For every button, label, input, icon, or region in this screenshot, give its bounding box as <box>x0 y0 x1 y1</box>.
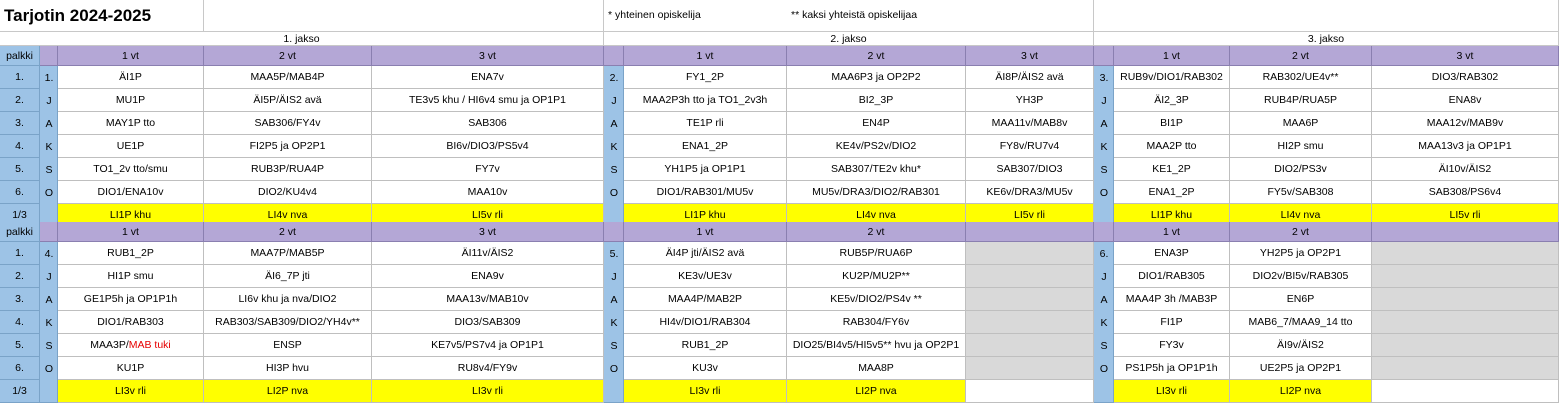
sport-cell[interactable]: LI5v rli <box>1372 204 1559 227</box>
period-letter: J <box>611 270 617 283</box>
course-cell[interactable]: ENA3P <box>1114 242 1230 265</box>
period-letter: S <box>610 163 618 176</box>
period-letter: K <box>1100 316 1108 329</box>
course-cell[interactable]: KE3v/UE3v <box>624 265 787 288</box>
course-cell[interactable]: MU1P <box>58 89 204 112</box>
course-cell <box>966 242 1094 265</box>
course-cell[interactable]: FY7v <box>372 158 604 181</box>
course-cell[interactable]: RUB4P/RUA5P <box>1230 89 1372 112</box>
jakso-header-2: 2. jakso <box>604 32 1094 46</box>
course-cell[interactable]: YH2P5 ja OP2P1 <box>1230 242 1372 265</box>
course-cell[interactable]: DIO2/PS3v <box>1230 158 1372 181</box>
sport-cell[interactable]: LI4v nva <box>787 204 966 227</box>
vt-header-2: 2 vt <box>787 222 966 242</box>
sport-cell[interactable]: LI1P khu <box>58 204 204 227</box>
course-cell[interactable]: EN6P <box>1230 288 1372 311</box>
period-letter: S <box>1100 339 1108 352</box>
period-letter: S <box>610 339 618 352</box>
course-cell[interactable]: DIO2v/BI5v/RAB305 <box>1230 265 1372 288</box>
palkki-row-number: 3. <box>0 112 40 135</box>
period-letter: K <box>610 140 618 153</box>
course-cell[interactable]: UE1P <box>58 135 204 158</box>
period-letter: J <box>611 94 617 107</box>
course-cell[interactable]: DIO1/RAB303 <box>58 311 204 334</box>
period-letter: S <box>45 163 53 176</box>
sport-cell[interactable]: LI2P nva <box>204 380 372 403</box>
course-cell <box>1372 311 1559 334</box>
period-letter: K <box>45 140 53 153</box>
course-cell[interactable]: YH1P5 ja OP1P1 <box>624 158 787 181</box>
period-number: 6. <box>1099 247 1109 260</box>
course-cell <box>966 288 1094 311</box>
period-header-gap <box>40 222 58 242</box>
sport-cell[interactable]: LI2P nva <box>1230 380 1372 403</box>
course-cell[interactable]: BI6v/DIO3/PS5v4 <box>372 135 604 158</box>
period-header-gap <box>1094 46 1114 66</box>
course-cell[interactable]: GE1P5h ja OP1P1h <box>58 288 204 311</box>
course-cell[interactable]: ÄI4P jti/ÄIS2 avä <box>624 242 787 265</box>
sport-cell[interactable]: LI3v rli <box>372 380 604 403</box>
course-cell <box>1372 357 1559 380</box>
course-cell[interactable]: KU3v <box>624 357 787 380</box>
period-letter: K <box>610 316 618 329</box>
course-cell <box>966 265 1094 288</box>
course-cell[interactable]: HI1P smu <box>58 265 204 288</box>
course-cell[interactable]: MAA13v3 ja OP1P1 <box>1372 135 1559 158</box>
jakso-header-1: 1. jakso <box>0 32 604 46</box>
course-cell[interactable]: KE1_2P <box>1114 158 1230 181</box>
course-cell[interactable]: YH3P <box>966 89 1094 112</box>
course-cell[interactable]: HI4v/DIO1/RAB304 <box>624 311 787 334</box>
course-cell <box>1372 288 1559 311</box>
course-cell[interactable]: KE7v5/PS7v4 ja OP1P1 <box>372 334 604 357</box>
note-two-star: ** kaksi yhteistä opiskelijaa <box>791 9 918 21</box>
vt-header-2: 2 vt <box>787 46 966 66</box>
vt-header-3: 3 vt <box>372 46 604 66</box>
palkki-row-number: 4. <box>0 311 40 334</box>
palkki-row-number: 6. <box>0 181 40 204</box>
course-cell[interactable]: ENA9v <box>372 265 604 288</box>
course-cell[interactable]: PS1P5h ja OP1P1h <box>1114 357 1230 380</box>
course-cell[interactable]: FI1P <box>1114 311 1230 334</box>
course-cell[interactable]: ENA1_2P <box>624 135 787 158</box>
period-letter: O <box>609 362 619 375</box>
palkki-row-number: 4. <box>0 135 40 158</box>
course-cell[interactable]: KE4v/PS2v/DIO2 <box>787 135 966 158</box>
vt-header-1: 1 vt <box>624 222 787 242</box>
course-cell[interactable]: TO1_2v tto/smu <box>58 158 204 181</box>
period-letter: A <box>610 117 618 130</box>
period-letter: A <box>1100 117 1108 130</box>
vt-header-1: 1 vt <box>58 46 204 66</box>
course-cell[interactable]: SAB307/TE2v khu* <box>787 158 966 181</box>
course-cell[interactable]: DIO3/SAB309 <box>372 311 604 334</box>
period-number: 5. <box>609 247 619 260</box>
course-cell[interactable]: FI2P5 ja OP2P1 <box>204 135 372 158</box>
course-cell[interactable]: MAA4P 3h /MAB3P <box>1114 288 1230 311</box>
sport-cell <box>966 380 1094 403</box>
vt-header-3: 3 vt <box>966 46 1094 66</box>
vt-header-1: 1 vt <box>1114 222 1230 242</box>
palkki-row-number: 5. <box>0 334 40 357</box>
course-cell[interactable]: TE3v5 khu / HI6v4 smu ja OP1P1 <box>372 89 604 112</box>
sport-cell[interactable]: LI4v nva <box>204 204 372 227</box>
course-cell[interactable]: RUB5P/RUA6P <box>787 242 966 265</box>
course-cell[interactable]: MAA10v <box>372 181 604 204</box>
course-cell[interactable]: ÄI1P <box>58 66 204 89</box>
vt-header-2: 2 vt <box>1230 222 1372 242</box>
course-cell[interactable]: DIO3/RAB302 <box>1372 66 1559 89</box>
course-cell[interactable] <box>58 334 204 357</box>
notes-spacer <box>1094 0 1559 32</box>
course-cell[interactable]: RAB302/UE4v** <box>1230 66 1372 89</box>
period-letter: O <box>1099 362 1109 375</box>
period-letter: K <box>1100 140 1108 153</box>
course-cell[interactable]: MAY1P tto <box>58 112 204 135</box>
palkki-row-number: 3. <box>0 288 40 311</box>
sport-cell <box>1372 380 1559 403</box>
period-header-gap <box>40 46 58 66</box>
period-letter: A <box>45 117 53 130</box>
period-letter: O <box>1099 186 1109 199</box>
course-cell[interactable]: MAA2P tto <box>1114 135 1230 158</box>
course-cell[interactable]: ÄI2_3P <box>1114 89 1230 112</box>
course-cell[interactable]: RAB304/FY6v <box>787 311 966 334</box>
period-header-gap <box>1094 222 1114 242</box>
course-text: MAA3P/ <box>90 339 129 351</box>
course-cell[interactable]: FY1_2P <box>624 66 787 89</box>
course-cell[interactable]: TE1P rli <box>624 112 787 135</box>
course-cell[interactable]: KE6v/DRA3/MU5v <box>966 181 1094 204</box>
course-cell[interactable]: RUB1_2P <box>624 334 787 357</box>
course-cell[interactable]: SAB307/DIO3 <box>966 158 1094 181</box>
course-cell[interactable]: ENSP <box>204 334 372 357</box>
period-header-gap <box>604 222 624 242</box>
course-cell[interactable]: MAA8P <box>787 357 966 380</box>
period-letter: J <box>46 94 52 107</box>
course-cell[interactable]: RUB1_2P <box>58 242 204 265</box>
course-cell[interactable]: FY8v/RU7v4 <box>966 135 1094 158</box>
course-cell[interactable]: RUB9v/DIO1/RAB302 <box>1114 66 1230 89</box>
period-header-gap <box>604 46 624 66</box>
course-cell[interactable]: DIO1/RAB305 <box>1114 265 1230 288</box>
course-cell <box>966 357 1094 380</box>
course-cell[interactable]: MAA11v/MAB8v <box>966 112 1094 135</box>
course-cell[interactable]: KU1P <box>58 357 204 380</box>
sport-cell[interactable]: LI3v rli <box>58 380 204 403</box>
course-cell[interactable]: KE5v/DIO2/PS4v ** <box>787 288 966 311</box>
course-cell[interactable]: MAA6P <box>1230 112 1372 135</box>
vt-header-2: 2 vt <box>204 46 372 66</box>
course-cell[interactable]: KU2P/MU2P** <box>787 265 966 288</box>
course-cell[interactable]: HI2P smu <box>1230 135 1372 158</box>
course-cell[interactable]: MAA5P/MAB4P <box>204 66 372 89</box>
sport-cell[interactable]: LI3v rli <box>624 380 787 403</box>
course-cell[interactable]: MAA12v/MAB9v <box>1372 112 1559 135</box>
period-letter: J <box>1101 94 1107 107</box>
period-letter: J <box>1101 270 1107 283</box>
course-cell[interactable]: MAB6_7/MAA9_14 tto <box>1230 311 1372 334</box>
palkki-row-number: 5. <box>0 158 40 181</box>
course-cell <box>1372 334 1559 357</box>
course-cell[interactable]: DIO25/BI4v5/HI5v5** hvu ja OP2P1 <box>787 334 966 357</box>
course-cell[interactable]: MU5v/DRA3/DIO2/RAB301 <box>787 181 966 204</box>
course-cell[interactable]: DIO1/RAB301/MU5v <box>624 181 787 204</box>
sport-cell[interactable]: LI3v rli <box>1114 380 1230 403</box>
period-letter: J <box>46 270 52 283</box>
course-cell <box>966 311 1094 334</box>
vt-header-2: 2 vt <box>1230 46 1372 66</box>
palkki-row-number: 1. <box>0 66 40 89</box>
course-cell[interactable]: EN4P <box>787 112 966 135</box>
palkki-row-number: 1/3 <box>0 204 40 227</box>
course-cell[interactable]: SAB306 <box>372 112 604 135</box>
course-cell <box>1372 265 1559 288</box>
course-cell[interactable]: LI6v khu ja nva/DIO2 <box>204 288 372 311</box>
palkki-row-number: 2. <box>0 265 40 288</box>
course-cell[interactable]: ÄI9v/ÄIS2 <box>1230 334 1372 357</box>
palkki-row-number: 6. <box>0 357 40 380</box>
period-letter: A <box>45 293 53 306</box>
vt-header-1: 1 vt <box>1114 46 1230 66</box>
course-cell[interactable]: ÄI11v/ÄIS2 <box>372 242 604 265</box>
course-cell[interactable]: MAA7P/MAB5P <box>204 242 372 265</box>
course-cell[interactable]: ENA8v <box>1372 89 1559 112</box>
course-cell[interactable]: DIO2/KU4v4 <box>204 181 372 204</box>
period-letter: O <box>44 362 54 375</box>
vt-header-3 <box>1372 222 1559 242</box>
course-cell[interactable]: ÄI6_7P jti <box>204 265 372 288</box>
period-letter: A <box>1100 293 1108 306</box>
period-number: 1. <box>44 71 54 84</box>
jakso-header-3: 3. jakso <box>1094 32 1559 46</box>
period-letter: S <box>45 339 53 352</box>
sport-cell[interactable]: LI5v rli <box>966 204 1094 227</box>
sport-cell[interactable]: LI4v nva <box>1230 204 1372 227</box>
palkki-row-number: 1. <box>0 242 40 265</box>
course-cell[interactable]: UE2P5 ja OP2P1 <box>1230 357 1372 380</box>
vt-header-3 <box>966 222 1094 242</box>
course-cell <box>966 334 1094 357</box>
title-spacer <box>204 0 604 32</box>
vt-header-2: 2 vt <box>204 222 372 242</box>
course-cell[interactable]: ÄI5P/ÄIS2 avä <box>204 89 372 112</box>
period-letter: S <box>1100 163 1108 176</box>
note-one-star: * yhteinen opiskelija <box>608 9 701 21</box>
course-cell[interactable]: RAB303/SAB309/DIO2/YH4v** <box>204 311 372 334</box>
course-cell[interactable]: MAA6P3 ja OP2P2 <box>787 66 966 89</box>
vt-header-3: 3 vt <box>1372 46 1559 66</box>
period-number: 3. <box>1099 71 1109 84</box>
course-cell[interactable]: RU8v4/FY9v <box>372 357 604 380</box>
course-cell[interactable]: ENA7v <box>372 66 604 89</box>
course-cell[interactable]: HI3P hvu <box>204 357 372 380</box>
sport-cell[interactable]: LI1P khu <box>624 204 787 227</box>
sport-cell[interactable]: LI1P khu <box>1114 204 1230 227</box>
period-number: 4. <box>44 247 54 260</box>
course-cell[interactable]: BI1P <box>1114 112 1230 135</box>
course-cell[interactable]: ÄI8P/ÄIS2 avä <box>966 66 1094 89</box>
vt-header-1: 1 vt <box>58 222 204 242</box>
sport-cell[interactable]: LI2P nva <box>787 380 966 403</box>
course-cell[interactable]: BI2_3P <box>787 89 966 112</box>
course-cell[interactable]: SAB308/PS6v4 <box>1372 181 1559 204</box>
course-cell[interactable]: MAA13v/MAB10v <box>372 288 604 311</box>
support-note: MAB tuki <box>128 339 171 351</box>
palkki-row-number: 2. <box>0 89 40 112</box>
vt-header-1: 1 vt <box>624 46 787 66</box>
course-cell[interactable]: MAA4P/MAB2P <box>624 288 787 311</box>
course-cell[interactable]: ENA1_2P <box>1114 181 1230 204</box>
palkki-row-number: 1/3 <box>0 380 40 403</box>
course-cell[interactable]: FY3v <box>1114 334 1230 357</box>
palkki-label: palkki <box>0 222 40 242</box>
course-cell[interactable]: ÄI10v/ÄIS2 <box>1372 158 1559 181</box>
period-letter: O <box>609 186 619 199</box>
period-letter: K <box>45 316 53 329</box>
notes-cell <box>604 0 1094 32</box>
course-cell[interactable]: MAA2P3h tto ja TO1_2v3h <box>624 89 787 112</box>
sheet-title: Tarjotin 2024-2025 <box>0 0 204 32</box>
course-cell[interactable]: FY5v/SAB308 <box>1230 181 1372 204</box>
period-number: 2. <box>609 71 619 84</box>
course-cell[interactable]: RUB3P/RUA4P <box>204 158 372 181</box>
sport-cell[interactable]: LI5v rli <box>372 204 604 227</box>
period-letter: A <box>610 293 618 306</box>
course-cell <box>1372 242 1559 265</box>
course-cell[interactable]: DIO1/ENA10v <box>58 181 204 204</box>
palkki-label: palkki <box>0 46 40 66</box>
vt-header-3: 3 vt <box>372 222 604 242</box>
course-cell[interactable]: SAB306/FY4v <box>204 112 372 135</box>
period-letter: O <box>44 186 54 199</box>
